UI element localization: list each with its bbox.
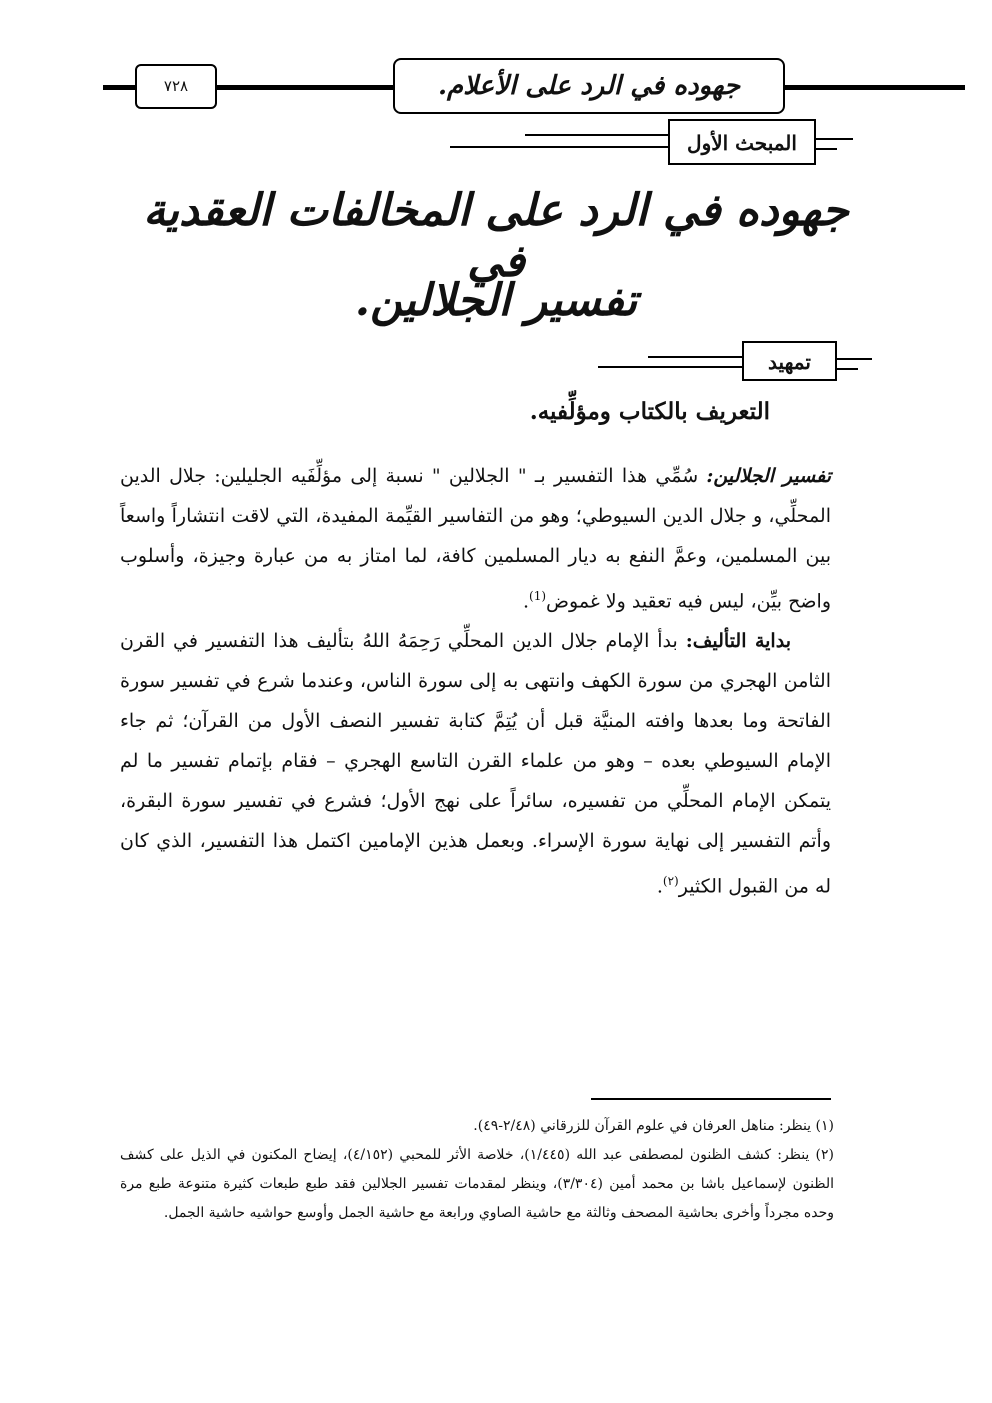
paragraph-text: سُمِّي هذا التفسير بـ " الجلالين " نسبة إلى مؤلِّفَيه الجليلين: جلال الدين المحلِّي، و جلال الدين السيوطي؛ وهو من التفاسير القيِّمة المفيدة، التي لاقت انتشاراً واسعاً بين المسلمين، وعمَّ النفع به ديار المسلمين كافة، لما امتاز به من عبارة وجيزة، وأسلوب واضح بيِّن، ليس فيه تعقيد ولا غموض (120, 465, 831, 613)
section-rule-right-2 (815, 148, 837, 150)
section-rule-left-1 (525, 134, 670, 136)
section-label: المبحث الأول (668, 119, 816, 165)
preface-label: تمهيد (742, 341, 837, 381)
preface-rule-left-1 (648, 356, 744, 358)
footnote-2: (٢) ينظر: كشف الظنون لمصطفى عبد الله (١/٤٤٥)، خلاصة الأثر للمحبي (٤/١٥٢)، إيضاح المكنون في الذيل على كشف الظنون لإسماعيل باشا بن محمد أمين (٣/٣٠٤)، وينظر لمقدمات تفسير الجلالين فقد طبع طبعات كثيرة متنوعة طبع مرة وحده مجرداً وأخرى بحاشية المصحف وثالثة مع حاشية الصاوي ورابعة مع حاشية الجمل وأوسع حواشيه حاشية الجمل. (120, 1147, 834, 1221)
header-rule-right (783, 85, 965, 90)
section-rule-left-2 (450, 146, 670, 148)
preface-rule-right-1 (836, 358, 872, 360)
running-title: جهوده في الرد على الأعلام. (393, 58, 785, 114)
footnote-separator (591, 1098, 831, 1100)
main-title-line-1: جهوده في الرد على المخالفات العقدية في (143, 185, 849, 287)
header-rule-middle (215, 85, 395, 90)
main-title-line-2: تفسير الجلالين. (354, 275, 638, 326)
header-rule-left (103, 85, 137, 90)
footnotes (120, 1112, 834, 1228)
footnote-ref[interactable]: (1) (529, 589, 547, 603)
section-rule-right-1 (815, 138, 853, 140)
footnote-ref[interactable]: (٢) (662, 874, 679, 889)
paragraph-tafsir (120, 456, 831, 621)
preface-rule-right-2 (836, 368, 858, 370)
paragraph-end: . (656, 875, 663, 898)
body-text (120, 456, 831, 907)
page-number: ٧٢٨ (135, 64, 217, 109)
footnote-1: (١) ينظر: مناهل العرفان في علوم القرآن للزرقاني (٢/٤٨-٤٩). (473, 1118, 834, 1134)
paragraph-lead: بداية التأليف: (685, 630, 791, 653)
paragraph-start-of-writing (120, 621, 831, 906)
paragraph-lead: تفسير الجلالين: (706, 465, 831, 487)
paragraph-text: بدأ الإمام جلال الدين المحلِّي رَحِمَهُ اللهُ بتأليف هذا التفسير في القرن الثامن الهجري من سورة الكهف وانتهى به إلى سورة الناس، وعندما شرع في تفسير سورة الفاتحة وما بعدها وافته المنيَّة قبل أن يُتِمَّ كتابة تفسير النصف الأول من القرآن؛ ثم جاء الإمام السيوطي بعده – وهو من علماء القرن التاسع الهجري – فقام بإتمام تفسير ما لم يتمكن الإمام المحلِّي من تفسيره، سائراً على نهج الأول؛ فشرع في تفسير سورة البقرة، وأتم التفسير إلى نهاية سورة الإسراء. وبعمل هذين الإمامين اكتمل هذا التفسير، الذي كان له من القبول الكثير (120, 630, 831, 898)
subheading: التعريف بالكتاب ومؤلِّفيه. (529, 398, 770, 425)
preface-rule-left-2 (598, 366, 744, 368)
paragraph-end: . (522, 590, 530, 613)
